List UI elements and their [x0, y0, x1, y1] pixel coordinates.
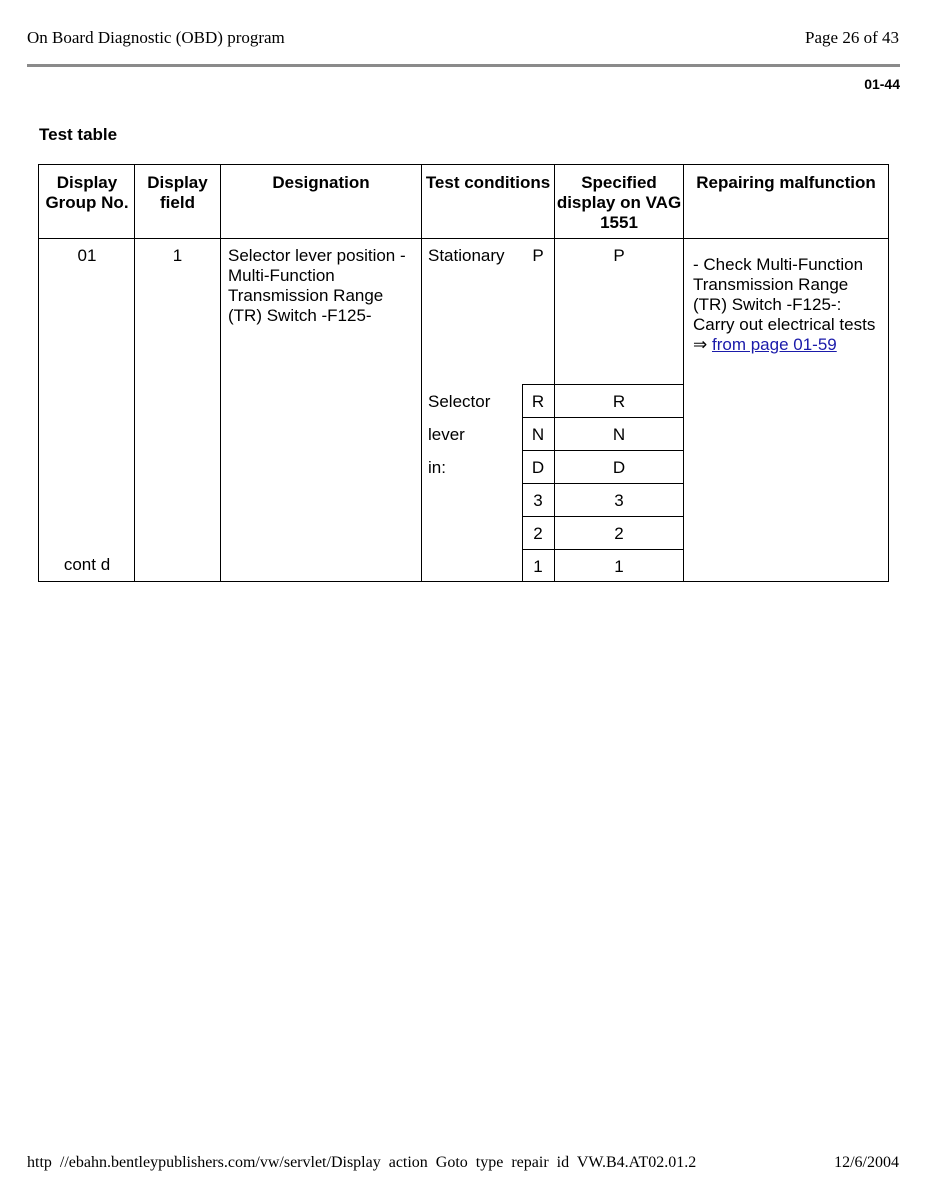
specified-1: 1: [614, 557, 624, 576]
position-n: N: [531, 425, 545, 444]
column-divider: [421, 165, 422, 581]
display-group-value: 01: [77, 246, 97, 265]
row-separator: [522, 483, 684, 484]
column-divider: [134, 165, 135, 581]
row-separator: [522, 549, 684, 550]
specified-r: R: [612, 392, 626, 411]
specified-3: 3: [614, 491, 624, 510]
column-divider: [683, 165, 684, 581]
test-table: [38, 164, 889, 582]
header-display-group: Display Group No.: [45, 173, 129, 212]
section-title: Test table: [39, 125, 118, 144]
header-separator: [39, 238, 888, 239]
display-field-value: 1: [172, 246, 183, 265]
header-repairing: Repairing malfunction: [696, 173, 876, 192]
document-title: On Board Diagnostic (OBD) program: [27, 28, 285, 47]
specified-n: N: [612, 425, 626, 444]
row-separator: [522, 417, 684, 418]
specified-2: 2: [614, 524, 624, 543]
repair-text: - Check Multi-Function Transmission Range (TR) Switch -F125-: Carry out electrical tests: [693, 255, 876, 334]
column-divider: [220, 165, 221, 581]
position-2: 2: [533, 524, 543, 543]
position-d: D: [531, 458, 545, 477]
repair-instructions: [693, 255, 881, 355]
footer-url: http //ebahn.bentleypublishers.com/vw/servlet/Display action Goto type repair id VW.B4.AT02.01.2: [27, 1154, 697, 1171]
arrow-icon: ⇒: [693, 335, 708, 354]
row-separator: [522, 450, 684, 451]
position-1: 1: [533, 557, 543, 576]
position-3: 3: [533, 491, 543, 510]
row-separator: [522, 516, 684, 517]
page-code: 01-44: [864, 76, 900, 92]
page-number: Page 26 of 43: [805, 28, 899, 47]
specified-d: D: [612, 458, 626, 477]
repair-page-link[interactable]: from page 01-59: [711, 335, 837, 354]
column-divider: [554, 165, 555, 581]
footer-date: 12/6/2004: [834, 1154, 899, 1171]
condition-selector: Selector: [428, 392, 491, 411]
specified-p: P: [613, 246, 625, 265]
header-designation: Designation: [272, 173, 370, 192]
position-p: P: [532, 246, 544, 265]
condition-in: in:: [428, 458, 446, 477]
condition-stationary: Stationary: [428, 246, 505, 265]
header-specified-display: Specified display on VAG 1551: [556, 173, 682, 232]
row-separator: [522, 384, 684, 385]
position-r: R: [531, 392, 545, 411]
condition-lever: lever: [428, 425, 465, 444]
designation-text: Selector lever position - Multi-Function Transmission Range (TR) Switch -F125-: [228, 246, 406, 325]
continued-note: cont d: [63, 555, 111, 574]
header-test-conditions: Test conditions: [425, 173, 551, 192]
header-display-field: Display field: [147, 173, 208, 212]
header-divider: [27, 64, 900, 67]
